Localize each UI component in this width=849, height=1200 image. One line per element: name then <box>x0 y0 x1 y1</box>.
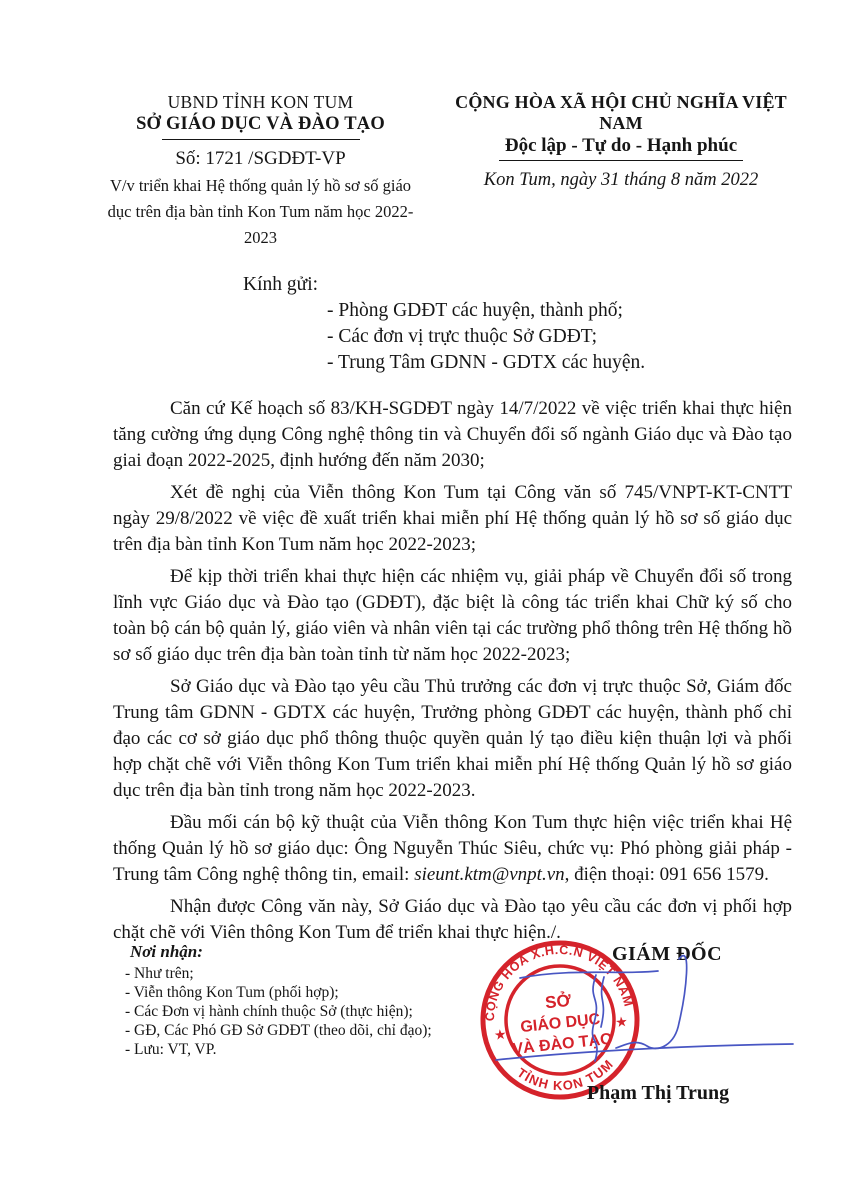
signer-name: Phạm Thị Trung <box>586 1082 730 1104</box>
letter-body <box>113 396 792 952</box>
body-paragraph: Xét đề nghị của Viễn thông Kon Tum tại Công văn số 745/VNPT-KT-CNTT ngày 29/8/2022 về việc đề xuất triển khai miễn phí Hệ thống quản lý hồ sơ số giáo dục trên địa bàn tỉnh Kon Tum năm học 2022-2023; <box>113 482 792 555</box>
national-motto: Độc lập - Tự do - Hạnh phúc <box>499 135 743 161</box>
distribution-item: - Viễn thông Kon Tum (phối hợp); <box>125 984 339 1001</box>
recipient-item: - Trung Tâm GDNN - GDTX các huyện. <box>327 352 646 373</box>
recipients-block <box>243 272 645 376</box>
contact-text-after-email: , điện thoại: 091 656 1579. <box>564 864 769 885</box>
place-and-date: Kon Tum, ngày 31 tháng 8 năm 2022 <box>483 170 759 190</box>
seal-bottom-arc-text: TỈNH KON TUM <box>514 1056 617 1094</box>
seal-star-right-icon: ★ <box>614 1014 629 1032</box>
document-number: Số: 1721 /SGDĐT-VP <box>175 148 346 169</box>
signature-stroke <box>520 971 658 978</box>
recipients-list <box>327 298 645 376</box>
salutation: Kính gửi: <box>243 274 319 295</box>
closing-paragraph: Nhận được Công văn này, Sở Giáo dục và Đào tạo yêu cầu các đơn vị phối hợp chặt chẽ với Viên thông Kon Tum để triển khai thực hiện./. <box>113 896 792 943</box>
distribution-item: - Các Đơn vị hành chính thuộc Sở (thực hiện); <box>125 1003 413 1020</box>
recipient-item: - Các đơn vị trực thuộc Sở GDĐT; <box>327 326 598 347</box>
seal-inner-line3: VÀ ĐÀO TẠO <box>511 1030 614 1059</box>
distribution-item: - GĐ, Các Phó GĐ Sở GDĐT (theo dõi, chỉ đạo); <box>125 1022 432 1039</box>
signature-stroke <box>601 977 604 1027</box>
signature-stroke <box>496 1044 793 1060</box>
seal-star-left-icon: ★ <box>493 1027 508 1044</box>
org-underline <box>162 139 360 140</box>
contact-email: sieunt.ktm@vnpt.vn <box>414 864 565 885</box>
org-name: SỞ GIÁO DỤC VÀ ĐÀO TẠO <box>136 114 385 134</box>
distribution-item: - Lưu: VT, VP. <box>125 1041 217 1058</box>
body-paragraph: Căn cứ Kế hoạch số 83/KH-SGDĐT ngày 14/7/2022 về việc triển khai thực hiện tăng cường ứng dụng Công nghệ thông tin và Chuyển đổi số ngành Giáo dục và Đào tạo giai đoạn 2022-2025, định hướng đến năm 2030; <box>113 398 792 471</box>
seal-inner-line1: SỞ <box>544 990 572 1013</box>
national-title: CỘNG HÒA XÃ HỘI CHỦ NGHĨA VIỆT NAM <box>455 92 787 133</box>
handwritten-signature <box>480 945 800 1095</box>
distribution-label: Nơi nhận: <box>130 942 203 961</box>
signer-title: GIÁM ĐỐC <box>611 943 723 965</box>
parent-org-name: UBND TỈNH KON TUM <box>167 92 354 112</box>
seal-top-arc-text: CỘNG HÒA X.H.C.N VIỆT NAM <box>482 942 636 1022</box>
recipient-item: - Phòng GDĐT các huyện, thành phố; <box>327 300 623 321</box>
signature-stroke <box>592 975 597 1061</box>
distribution-block <box>125 942 432 1059</box>
document-subject: V/v triển khai Hệ thống quản lý hồ sơ số giáo dục trên địa bàn tỉnh Kon Tum năm học 2022-2023 <box>107 176 414 247</box>
distribution-list <box>125 964 432 1059</box>
contact-paragraph <box>113 810 792 888</box>
body-paragraph: Sở Giáo dục và Đào tạo yêu cầu Thủ trưởng các đơn vị trực thuộc Sở, Giám đốc Trung tâm GDNN - GDTX các huyện, Trưởng phòng GDĐT các huyện, thành phố chỉ đạo các cơ sở giáo dục phổ thông thuộc quyền quản lý tạo điều kiện thuận lợi và phối hợp chặt chẽ với Viễn thông Kon Tum triển khai miễn phí Hệ thống Quản lý hồ sơ giáo dục trên địa bàn tỉnh trong năm học 2022-2023. <box>113 676 792 801</box>
letter-footer <box>0 930 849 1200</box>
contact-text-before-email: Đầu mối cán bộ kỹ thuật của Viễn thông Kon Tum thực hiện việc triển khai Hệ thống Quản lý hồ sơ giáo dục: Ông Nguyễn Thúc Siêu, chức vụ: Phó phòng giải pháp - Trung tâm Công nghệ thông tin, email: <box>113 812 792 885</box>
national-header-block <box>433 92 809 251</box>
issuing-agency-block <box>88 92 433 251</box>
distribution-item: - Như trên; <box>125 965 194 982</box>
document-header <box>88 92 809 251</box>
body-paragraph: Để kịp thời triển khai thực hiện các nhiệm vụ, giải pháp về Chuyển đổi số trong lĩnh vực Giáo dục và Đào tạo (GDĐT), đặc biệt là công tác triển khai Chữ ký số cho toàn bộ cán bộ quản lý, giáo viên và nhân viên tại các trường phổ thông trên Hệ thống hồ sơ số giáo dục trên địa bàn toàn tỉnh từ năm học 2022-2023; <box>113 566 792 665</box>
seal-inner-line2: GIÁO DỤC <box>519 1010 602 1037</box>
signature-stroke <box>616 956 687 1049</box>
